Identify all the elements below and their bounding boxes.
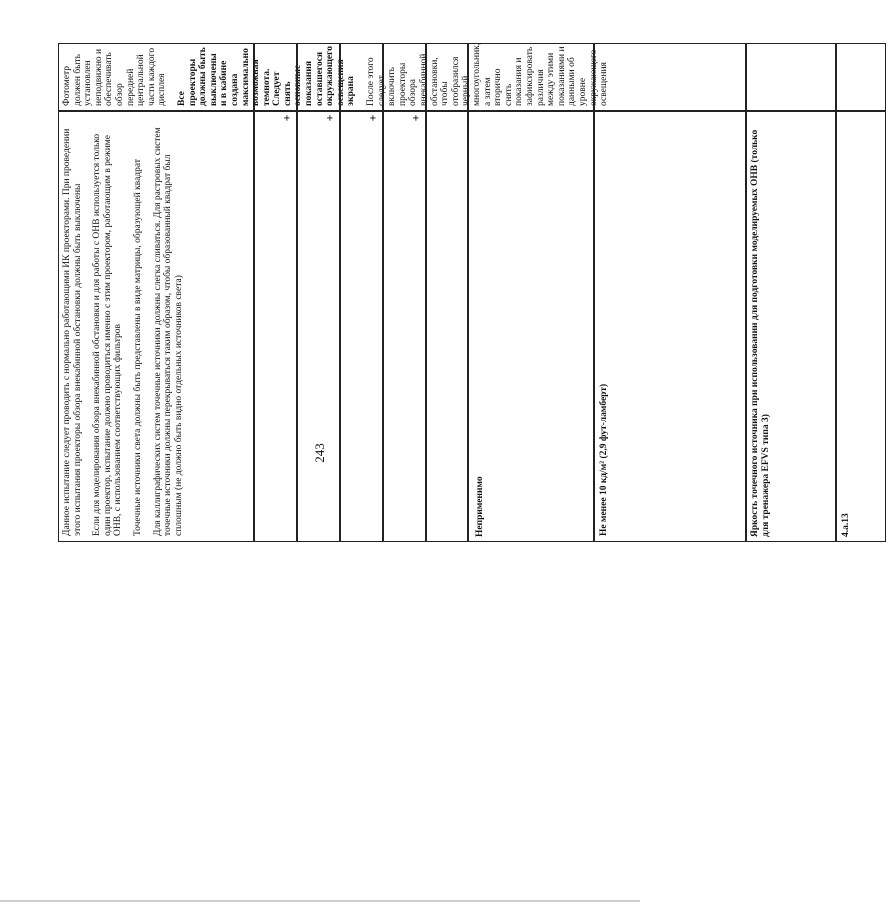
top-mark-3-cell <box>340 43 383 111</box>
mark-1: + <box>279 114 294 122</box>
id-cell <box>836 111 886 542</box>
top-mark-4-cell <box>383 43 426 111</box>
row-notes <box>59 110 255 541</box>
top-mark-2-cell <box>297 43 340 111</box>
note-2: Если для моделирования обзора внекабинной обстановки и для работы с ОНВ используется только один проектор, испытание должно проводиться именно с этим проектором, работающим в режиме ОНВ, с использованием соответствующих фильтров <box>92 133 124 536</box>
tolerance-cell <box>468 111 594 542</box>
notes-cell <box>58 111 254 542</box>
note-4: Для каллиграфических систем точечные источники должны слегка сливаться. Для растровых систем точечные источники должны перекрываться таким образом, чтобы образованный квадрат был сплошным (не должно быть видно отдельных источников света) <box>152 127 184 536</box>
tolerance-wrap <box>469 110 595 541</box>
id-wrap <box>837 110 887 541</box>
parameter-cell <box>746 111 836 542</box>
note-1: Данное испытание следует проводить с нормально работающими ИК проекторами. При проведении этого испытания проекторы обзора внекабинной обстановки должны быть выключены <box>62 128 83 536</box>
top-mark-1-cell <box>254 43 297 111</box>
mark-4: + <box>408 114 423 122</box>
mark-2: + <box>322 114 337 122</box>
blank-cell <box>426 111 468 542</box>
top-blank-cell <box>426 43 468 111</box>
top-row-notes <box>59 42 610 110</box>
mark-3: + <box>365 114 380 122</box>
mark-1-cell <box>254 111 297 542</box>
top-requirement-cell <box>594 43 746 111</box>
page-number-text: 243 <box>312 443 327 463</box>
requirement-wrap <box>595 110 747 541</box>
requirements-table <box>58 42 851 871</box>
top-note-1: Фотометр должен быть установлен неподвижно и обеспечивать обзор передней центральной части каждого дисплея <box>62 47 168 106</box>
mark-4-cell <box>383 111 426 542</box>
top-tolerance-cell <box>468 43 594 111</box>
requirement-cell <box>594 111 746 542</box>
top-row-notes-cell <box>58 42 610 111</box>
parameter-text: Яркость точечного источника при использовании для подготовки моделируемых ОНВ (только для тренажера EFVS типа 3) <box>750 129 771 537</box>
requirement-text: Не менее 10 кд/м² (2,9 фут-ламберт) <box>599 383 609 536</box>
scan-edge-line <box>0 900 640 902</box>
mark-2-cell <box>297 111 340 542</box>
top-note-3: После этого следует включить проекторы обзора внекабинной обстановки, чтобы отобразился черный многоугольник, а затем вторично снять показания и зафиксировать различия между этими показаниями и данными об уровне окружающего освещения <box>366 42 610 106</box>
top-id-cell <box>836 43 886 111</box>
top-parameter-cell <box>746 43 836 111</box>
note-3: Точечные источники света должны быть представлены в виде матрицы, образующей квадрат <box>132 159 143 536</box>
row-id: 4.a.13 <box>841 513 851 537</box>
mark-3-cell <box>340 111 383 542</box>
top-note-2: Все проекторы должны быть выключены и в кабине создана максимально возможная темнота. Следует снять основные показания оставшегося окружающего освещения экрана <box>176 46 357 106</box>
tolerance-text: Неприменимо <box>475 476 485 537</box>
parameter-wrap <box>747 110 837 541</box>
